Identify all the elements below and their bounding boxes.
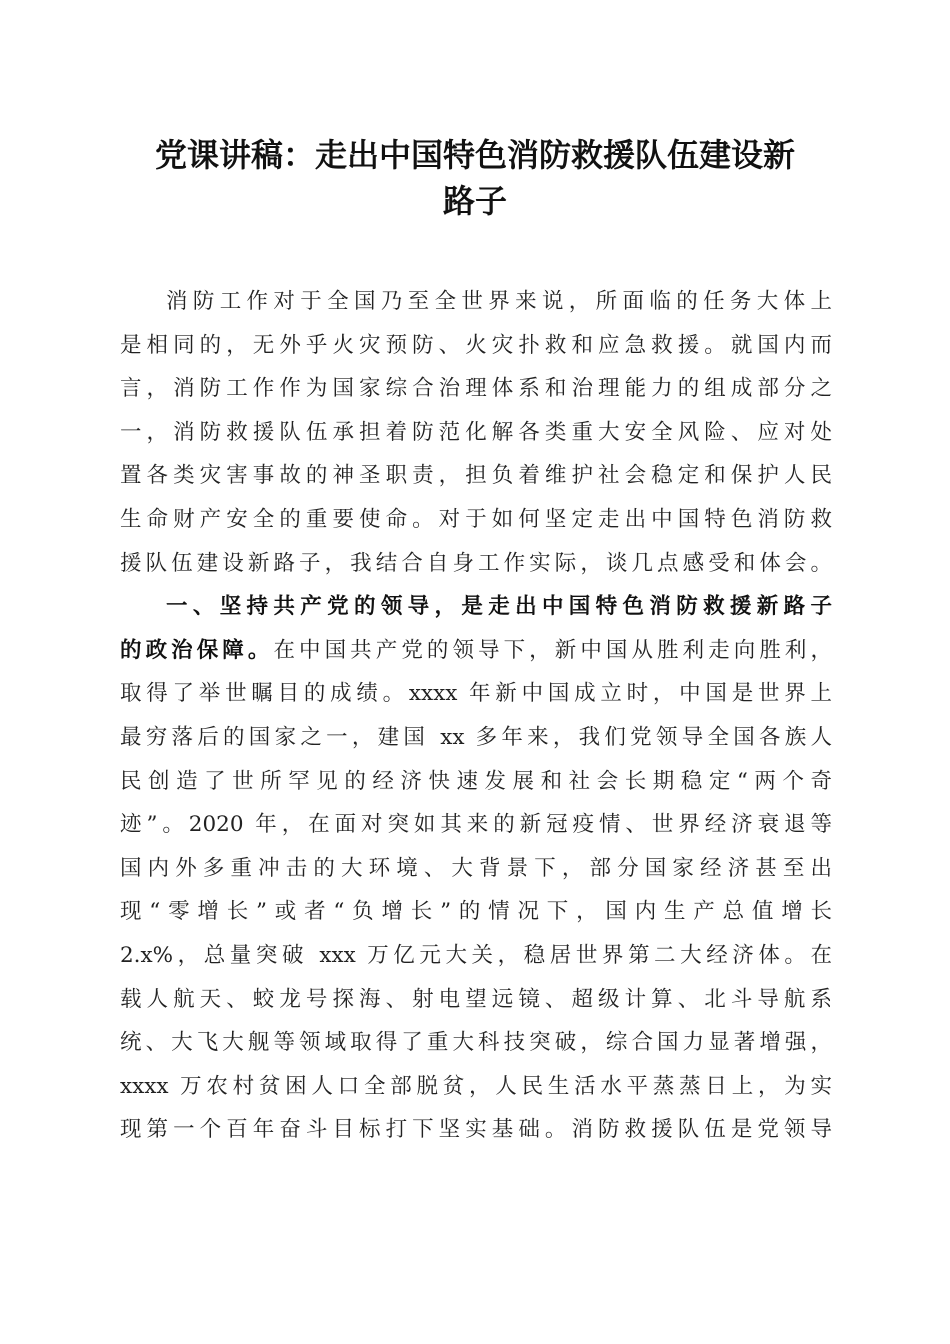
title-line-1: 党课讲稿：走出中国特色消防救援队伍建设新 [154, 136, 795, 174]
paragraph-intro [120, 280, 832, 585]
paragraph-line: 统、大飞大舰等领域取得了重大科技突破，综合国力显著增强， [120, 1030, 832, 1056]
paragraph-line: 消防工作对于全国乃至全世界来说，所面临的任务大体上 [166, 289, 832, 314]
paragraph-line: 援队伍建设新路子，我结合自身工作实际，谈几点感受和体会。 [120, 550, 832, 576]
section-heading-line: 一、坚持共产党的领导，是走出中国特色消防救援新路子 [166, 594, 832, 620]
paragraph-line: xxxx 万农村贫困人口全部脱贫，人民生活水平蒸蒸日上，为实 [120, 1073, 832, 1099]
section-heading-tail: 的政治保障。 [120, 637, 274, 663]
document-title [110, 132, 840, 224]
paragraph-line: 现第一个百年奋斗目标打下坚实基础。消防救援队伍是党领导 [120, 1117, 832, 1143]
paragraph-text: 在中国共产党的领导下，新中国从胜利走向胜利， [273, 637, 832, 663]
paragraph-line: 现“零增长”或者“负增长”的情况下，国内生产总值增长 [120, 899, 832, 925]
title-line-2: 路子 [442, 182, 507, 220]
paragraph-line: 迹”。2020 年，在面对突如其来的新冠疫情、世界经济衰退等 [120, 812, 832, 838]
paragraph-line: 民创造了世所罕见的经济快速发展和社会长期稳定“两个奇 [120, 768, 832, 794]
paragraph-line [120, 629, 832, 673]
paragraph-line: 载人航天、蛟龙号探海、射电望远镜、超级计算、北斗导航系 [120, 986, 832, 1012]
paragraph-line: 最穷落后的国家之一，建国 xx 多年来，我们党领导全国各族人 [120, 724, 832, 750]
document-body [120, 280, 832, 1152]
paragraph-line: 一，消防救援队伍承担着防范化解各类重大安全风险、应对处 [120, 419, 832, 445]
paragraph-line: 取得了举世瞩目的成绩。xxxx 年新中国成立时，中国是世界上 [120, 681, 832, 707]
paragraph-line: 言，消防工作作为国家综合治理体系和治理能力的组成部分之 [120, 376, 832, 402]
paragraph-line: 置各类灾害事故的神圣职责，担负着维护社会稳定和保护人民 [120, 463, 832, 489]
paragraph-line: 生命财产安全的重要使命。对于如何坚定走出中国特色消防救 [120, 506, 832, 532]
paragraph-line: 2.x%，总量突破 xxx 万亿元大关，稳居世界第二大经济体。在 [120, 942, 832, 968]
paragraph-line: 国内外多重冲击的大环境、大背景下，部分国家经济甚至出 [120, 855, 832, 881]
paragraph-line: 是相同的，无外乎火灾预防、火灾扑救和应急救援。就国内而 [120, 332, 832, 358]
paragraph-section-1 [120, 585, 832, 1152]
